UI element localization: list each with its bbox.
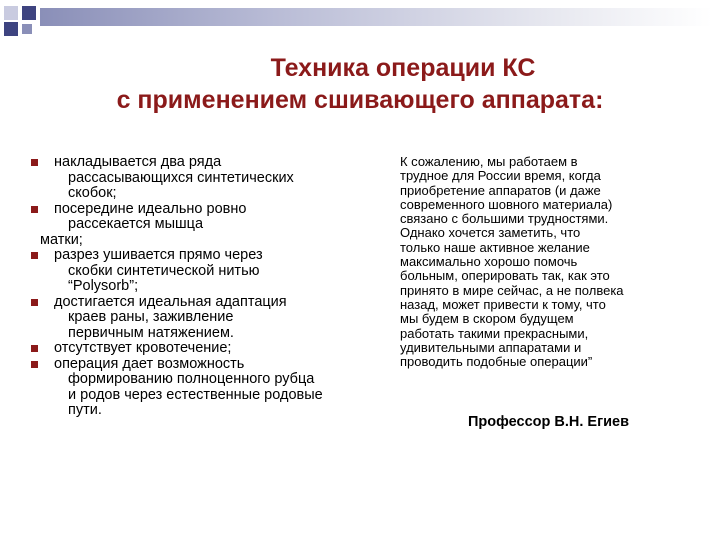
quote-line: современного шовного материала) <box>400 196 613 212</box>
bullet-text: достигается идеальная адаптация <box>54 293 287 310</box>
bullet-item <box>28 295 348 342</box>
bullet-text: операция дает возможность <box>54 355 245 372</box>
bullet-text: посередине идеально ровно <box>54 200 247 217</box>
quote-line: Однако хочется заметить, что <box>400 225 581 241</box>
quote-line: мы будем в скором будущем <box>400 311 574 327</box>
bullet-continuation: формированию полноценного рубца и родов через естественные родовые пути. <box>68 371 323 418</box>
square-bullet-icon <box>31 159 38 166</box>
quote-line: только наше активное желание <box>400 239 590 255</box>
square-bullet-icon <box>31 206 38 213</box>
quote-line: К сожалению, мы работаем в <box>400 154 578 169</box>
square-bullet-icon <box>31 361 38 368</box>
bullet-continuation: краев раны, заживление первичным натяжением. <box>68 309 234 341</box>
bullet-item <box>28 341 348 357</box>
bullet-item <box>28 155 348 202</box>
header-gradient-bar <box>40 8 712 26</box>
quote-signature: Профессор В.Н. Егиев <box>468 414 630 430</box>
quote-line: принято в мире сейчас, а не полвека <box>400 282 624 298</box>
quote-line: максимально хорошо помочь <box>400 254 578 270</box>
bullet-continuation: рассекается мышца <box>68 216 204 232</box>
bullet-item <box>28 202 348 233</box>
quote-line: назад, может привести к тому, что <box>400 296 606 312</box>
quote-line: удивительными аппаратами и <box>400 339 582 355</box>
title-line-2: с применением сшивающего аппарата: <box>116 86 604 114</box>
bullet-item <box>28 248 348 295</box>
bullet-overflow-line: матки; <box>40 231 83 248</box>
quote-line: трудное для России время, когда <box>400 168 601 184</box>
quote-line: больным, оперировать так, как это <box>400 268 610 284</box>
title-line-1: Техника операции КС <box>270 54 536 82</box>
technique-bullet-list <box>28 155 348 419</box>
quote-line: проводить подобные операции” <box>400 354 593 370</box>
professor-quote <box>400 155 700 369</box>
bullet-text: разрез ушивается прямо через <box>54 247 263 263</box>
square-bullet-icon <box>31 252 38 259</box>
quote-line: приобретение аппаратов (и даже <box>400 182 601 198</box>
bullet-text: накладывается два ряда <box>54 154 222 170</box>
bullet-continuation: скобки синтетической нитью “Polysorb”; <box>68 262 260 294</box>
bullet-text: отсутствует кровотечение; <box>54 340 232 356</box>
square-bullet-icon <box>31 345 38 352</box>
bullet-item <box>28 357 348 419</box>
slide-title <box>0 52 720 116</box>
quote-line: связано с большими трудностями. <box>400 211 609 227</box>
square-bullet-icon <box>31 299 38 306</box>
bullet-continuation: рассасывающихся синтетических скобок; <box>68 169 294 201</box>
quote-line: работать такими прекрасными, <box>400 325 589 341</box>
